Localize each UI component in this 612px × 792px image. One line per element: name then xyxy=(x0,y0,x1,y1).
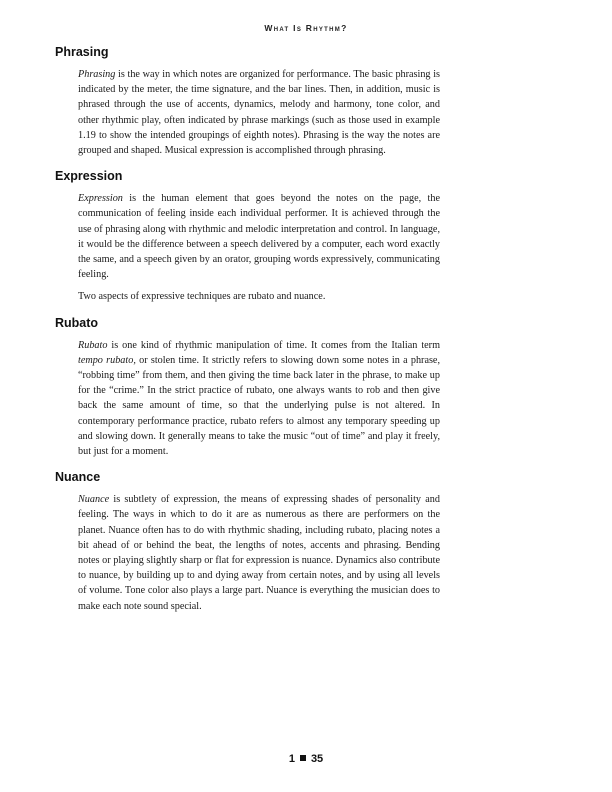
paragraph xyxy=(78,67,440,158)
page-body xyxy=(0,44,612,621)
section-nuance xyxy=(0,469,612,614)
paragraph-text: Two aspects of expressive techniques are rubato and nuance. xyxy=(78,291,326,303)
paragraph-text: is the way in which notes are organized for performance. The basic phrasing is indicated by the meter, the time signature, and the bar lines. Then, in addition, music is phrased through the use of accents, dynamics, melody and harmony, tone color, and other rhythmic play, often indicated by phrase markings (such as those used in example 1.19 to show the intended groupings of eighth notes). Phrasing is the way the notes are grouped and shaped. Musical expression is accomplished through phrasing. xyxy=(78,69,440,157)
paragraph-text: or stolen time. It strictly refers to slowing down some notes in a phrase, “robbing time” from them, and then giving the time back later in the phrase, to make up for the “crime.” In the strict practice of rubato, one always wants to rob and then give back the same amount of time, so that the underlying pulse is not altered. In contemporary performance practice, rubato refers to almost any temporary speeding up and slowing down. It generally means to take the music “out of time” and play it freely, but just for a moment. xyxy=(78,354,440,458)
section-heading: Phrasing xyxy=(55,45,109,59)
paragraph-text: is subtlety of expression, the means of expressing shades of personality and feeling. The ways in which to do it are as numerous as there are performers on the planet. Nuance often has to do with rhythmic shading, including rubato, placing notes a bit ahead of or behind the beat, the lengths of notes, accents and phrasing. Bending notes or playing slightly sharp or flat for expression is nuance. Dynamics also contribute to nuance, by building up to and dying away from certain notes, and by using all levels of volume. Tone color also plays a large part. Nuance is everything the musician does to make each note sound special. xyxy=(78,494,440,612)
paragraph xyxy=(78,289,440,304)
term-lead: Phrasing xyxy=(78,69,116,80)
section-heading: Rubato xyxy=(55,315,99,330)
chapter-number: 1 xyxy=(288,753,295,765)
section-phrasing xyxy=(0,44,612,158)
section-heading: Expression xyxy=(55,169,123,184)
term-lead: Rubato xyxy=(78,339,108,351)
page-number: 35 xyxy=(310,753,324,765)
section-rubato xyxy=(0,315,612,460)
paragraph xyxy=(78,338,440,460)
term-lead: Nuance xyxy=(78,494,110,506)
folio-separator-icon xyxy=(300,755,306,761)
paragraph-text: is the human element that goes beyond the notes on the page, the communication of feeling inside each individual performer. It is achieved through the use of phrasing along with rhythmic and melodic interpretation and control. In language, it would be the difference between a speech delivered by a computer, each word exactly the same, and a speech given by an orator, grouping words expressively, communicating feeling. xyxy=(78,193,440,281)
running-head: What Is Rhythm? xyxy=(264,23,348,33)
paragraph-text: is one kind of rhythmic manipulation of time. It comes from the Italian term xyxy=(107,339,440,351)
term-italic: tempo rubato, xyxy=(78,354,136,366)
section-heading: Nuance xyxy=(55,470,101,485)
term-lead: Expression xyxy=(78,193,123,205)
page-folio xyxy=(0,753,612,765)
section-expression xyxy=(0,168,612,304)
paragraph xyxy=(78,191,440,282)
paragraph xyxy=(78,492,440,614)
